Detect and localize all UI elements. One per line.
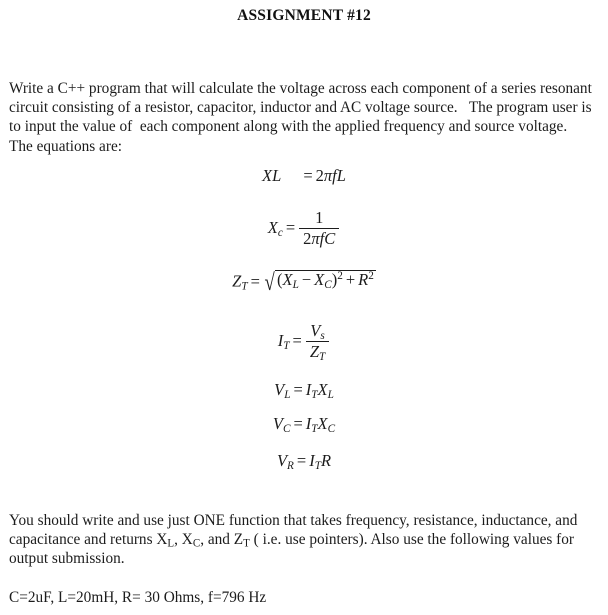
eq-xc-lhs-subscript: c xyxy=(277,227,283,240)
eq-zt-lhs-subscript: T xyxy=(241,280,248,293)
eq-xc-denominator-capacitance: C xyxy=(324,229,336,248)
intro-paragraph: Write a C++ program that will calculate the voltage across each component of a series resonant circuit consisting of a resistor, capacitor, inductor and AC voltage source. The program user is to input the value of each component along with the applied frequency and source voltage. The equations are: xyxy=(9,80,596,155)
eq-zt-plus: + xyxy=(345,270,356,289)
eq-it-lhs-subscript: T xyxy=(283,340,290,353)
eq-zt-minus: − xyxy=(301,270,312,289)
eq-vl-current-subscript: T xyxy=(311,389,318,402)
eq-xl-operator: = xyxy=(303,166,313,185)
page-title: ASSIGNMENT #12 xyxy=(237,7,371,24)
eq-xc-denominator-coefficient: 2 xyxy=(303,229,312,248)
eq-vr-lhs-subscript: R xyxy=(287,460,294,473)
eq-vc-reactance-subscript: C xyxy=(327,423,336,436)
outro-subscript-l: L xyxy=(167,537,175,550)
eq-it-numerator-base: V xyxy=(310,321,321,341)
equation-row-it xyxy=(0,323,608,362)
outro-paragraph xyxy=(9,511,598,569)
equation-row-vr xyxy=(0,453,608,471)
eq-vr-lhs-base: V xyxy=(276,451,288,470)
eq-vl-lhs-subscript: L xyxy=(284,389,291,402)
eq-vc-reactance-base: X xyxy=(317,414,328,433)
equation-row-vl xyxy=(0,382,608,400)
equation-vc xyxy=(272,414,336,436)
eq-xc-fraction xyxy=(299,209,339,248)
eq-zt-radical xyxy=(263,270,376,295)
eq-xc-lhs-base: X xyxy=(267,218,278,238)
equation-it xyxy=(278,323,331,362)
equation-vr xyxy=(276,451,332,473)
outro-text-part-1: You should write and use just ONE function that takes frequency, resistance, inductance, and capacitance and returns X xyxy=(9,512,582,549)
eq-xc-numerator: 1 xyxy=(299,209,339,229)
eq-zt-xc-base: X xyxy=(314,270,325,289)
eq-vr-resistance: R xyxy=(320,451,332,470)
equation-vl xyxy=(274,380,334,402)
eq-vr-operator: = xyxy=(296,451,307,470)
eq-vc-lhs-base: V xyxy=(272,414,283,433)
eq-vl-reactance-subscript: L xyxy=(327,389,334,402)
eq-it-denominator-subscript: T xyxy=(319,351,326,364)
equation-xc xyxy=(268,210,341,249)
eq-vc-operator: = xyxy=(293,414,303,433)
equation-row-vc xyxy=(0,416,608,434)
eq-zt-radicand xyxy=(275,270,376,292)
equation-row-xc xyxy=(0,210,608,249)
eq-it-lhs-base: I xyxy=(277,331,284,351)
radical-icon: √ xyxy=(264,269,275,296)
eq-vc-lhs-subscript: C xyxy=(282,423,291,436)
outro-subscript-t: T xyxy=(243,537,250,550)
eq-vr-current-base: I xyxy=(309,451,315,470)
outro-text-part-4: ( i.e. use pointers). Also use the following values for output submission. xyxy=(9,531,578,568)
eq-xc-operator: = xyxy=(285,218,296,238)
eq-vl-reactance-base: X xyxy=(317,380,328,399)
equation-zt xyxy=(232,270,376,295)
eq-xl-lhs: XL xyxy=(262,166,282,185)
eq-it-operator: = xyxy=(292,331,302,351)
eq-zt-lhs-base: Z xyxy=(232,271,242,291)
eq-xl-inductance: L xyxy=(336,166,346,185)
eq-it-numerator-subscript: s xyxy=(320,330,325,343)
eq-zt-xc-subscript: C xyxy=(324,279,332,292)
eq-vl-lhs-base: V xyxy=(274,380,285,399)
eq-xc-denominator-frequency: f xyxy=(319,229,325,248)
eq-it-numerator xyxy=(306,322,329,342)
outro-text-part-3: , and Z xyxy=(200,531,244,549)
eq-vl-current-base: I xyxy=(305,380,312,399)
eq-vc-current-subscript: T xyxy=(311,423,318,436)
component-values-line: C=2uF, L=20mH, R= 30 Ohms, f=796 Hz xyxy=(9,589,267,606)
eq-zt-xl-subscript: L xyxy=(292,279,299,292)
eq-it-denominator-base: Z xyxy=(309,342,319,361)
eq-vl-operator: = xyxy=(293,380,303,399)
eq-xc-denominator xyxy=(299,229,339,248)
equation-row-xl xyxy=(0,168,608,186)
eq-it-fraction xyxy=(306,321,329,364)
outro-subscript-c: C xyxy=(192,537,201,550)
eq-xl-pi: π xyxy=(323,166,333,185)
equation-xl xyxy=(262,168,346,185)
eq-zt-operator: = xyxy=(250,271,260,291)
equation-row-zt xyxy=(0,270,608,295)
eq-zt-exponent-2: 2 xyxy=(368,270,374,283)
eq-zt-resistance: R xyxy=(358,270,369,289)
eq-zt-exponent-1: 2 xyxy=(337,270,343,283)
eq-zt-close-paren: ) xyxy=(331,270,338,289)
eq-it-denominator xyxy=(306,342,329,364)
eq-xl-frequency: f xyxy=(332,166,337,185)
eq-vr-current-subscript: T xyxy=(314,460,321,473)
eq-xc-denominator-pi: π xyxy=(311,229,320,248)
eq-xl-coefficient: 2 xyxy=(315,166,324,185)
eq-zt-open-paren: ( xyxy=(277,270,283,289)
outro-text-part-2: , X xyxy=(174,531,193,549)
eq-vc-current-base: I xyxy=(305,414,312,433)
eq-zt-xl-base: X xyxy=(282,270,293,289)
